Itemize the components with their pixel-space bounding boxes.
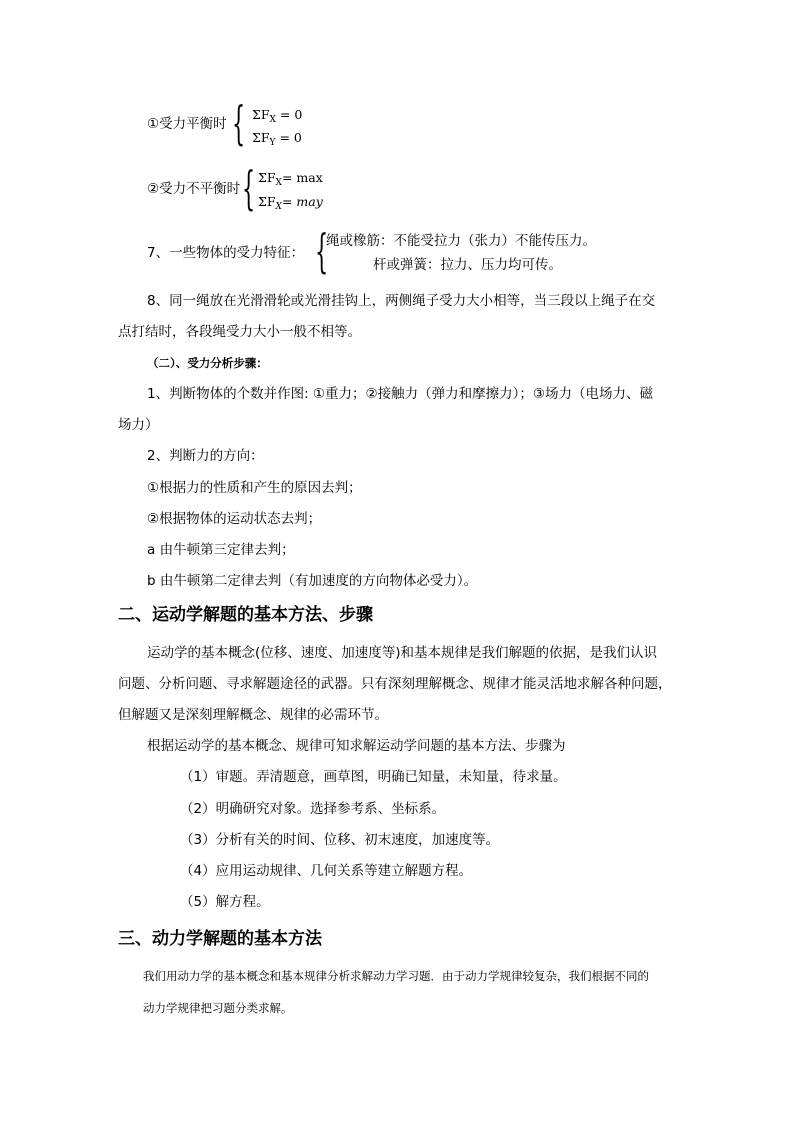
kinematics-step: （2）明确研究对象。选择参考系、坐标系。 [180, 801, 446, 817]
kinematics-para1-line2: 问题、分析问题、寻求解题途径的武器。只有深刻理解概念、规律才能灵活地求解各种问题， [118, 676, 672, 692]
heading-dynamics: 三、动力学解题的基本方法 [118, 929, 322, 949]
step1-line2: 场力） [118, 417, 159, 433]
step1-line1: 1、判断物体的个数并作图: ①重力；②接触力（弹力和摩擦力）；③场力（电场力、磁 [147, 386, 653, 402]
balanced-brace: { [232, 96, 246, 150]
unbalanced-label: ②受力不平衡时 [147, 181, 241, 197]
dynamics-line1: 我们用动力学的基本概念和基本规律分析求解动力学习题．由于动力学规律较复杂，我们根据不同的 [143, 969, 649, 983]
heading-kinematics: 二、运动学解题的基本方法、步骤 [118, 605, 373, 625]
kinematics-step: （1）审题。弄清题意，画草图，明确已知量，未知量，待求量。 [180, 769, 567, 785]
kinematics-step: （3）分析有关的时间、位移、初末速度，加速度等。 [180, 832, 500, 848]
kinematics-para1-line1: 运动学的基本概念(位移、速度、加速度等)和基本规律是我们解题的依据，是我们认识 [147, 645, 658, 661]
dynamics-line2: 动力学规律把习题分类求解。 [143, 1001, 293, 1015]
item8-line1: 8、同一绳放在光滑滑轮或光滑挂钩上，两侧绳子受力大小相等，当三段以上绳子在交 [147, 293, 656, 309]
kinematics-para1-line3: 但解题又是深刻理解概念、规律的必需环节。 [118, 707, 388, 723]
step2: 2、判断力的方向： [147, 448, 264, 464]
item7-label: 7、一些物体的受力特征： [147, 245, 305, 261]
step2-c: a 由牛顿第三定律去判； [147, 542, 295, 558]
item7-line1: 绳或橡筋：不能受拉力（张力）不能传压力。 [326, 233, 596, 249]
item7-brace: { [315, 224, 329, 278]
step2-d: b 由牛顿第二定律去判（有加速度的方向物体必受力）。 [147, 573, 478, 589]
kinematics-para2: 根据运动学的基本概念、规律可知求解运动学问题的基本方法、步骤为 [147, 738, 566, 754]
kinematics-step: （4）应用运动规律、几何关系等建立解题方程。 [180, 863, 473, 879]
unbalanced-eq-x2: $\Sigma F_X=$ may [258, 194, 323, 212]
balanced-eq-y: $\Sigma F_Y = 0$ [252, 130, 302, 148]
step2-b: ②根据物体的运动状态去判； [147, 511, 322, 527]
unbalanced-brace: { [242, 161, 256, 215]
balanced-label: ①受力平衡时 [147, 116, 227, 132]
balanced-eq-x: $\Sigma F_X = 0$ [252, 107, 303, 125]
item7-line2: 杆或弹簧：拉力、压力均可传。 [373, 257, 562, 273]
kinematics-step: （5）解方程。 [180, 894, 270, 910]
steps-section-title: （二）、受力分析步骤： [147, 356, 268, 370]
unbalanced-eq-x: $\Sigma F_X= \max$ [258, 170, 323, 188]
item8-line2: 点打结时，各段绳受力大小一般不相等。 [118, 324, 361, 340]
step2-a: ①根据力的性质和产生的原因去判； [147, 480, 362, 496]
